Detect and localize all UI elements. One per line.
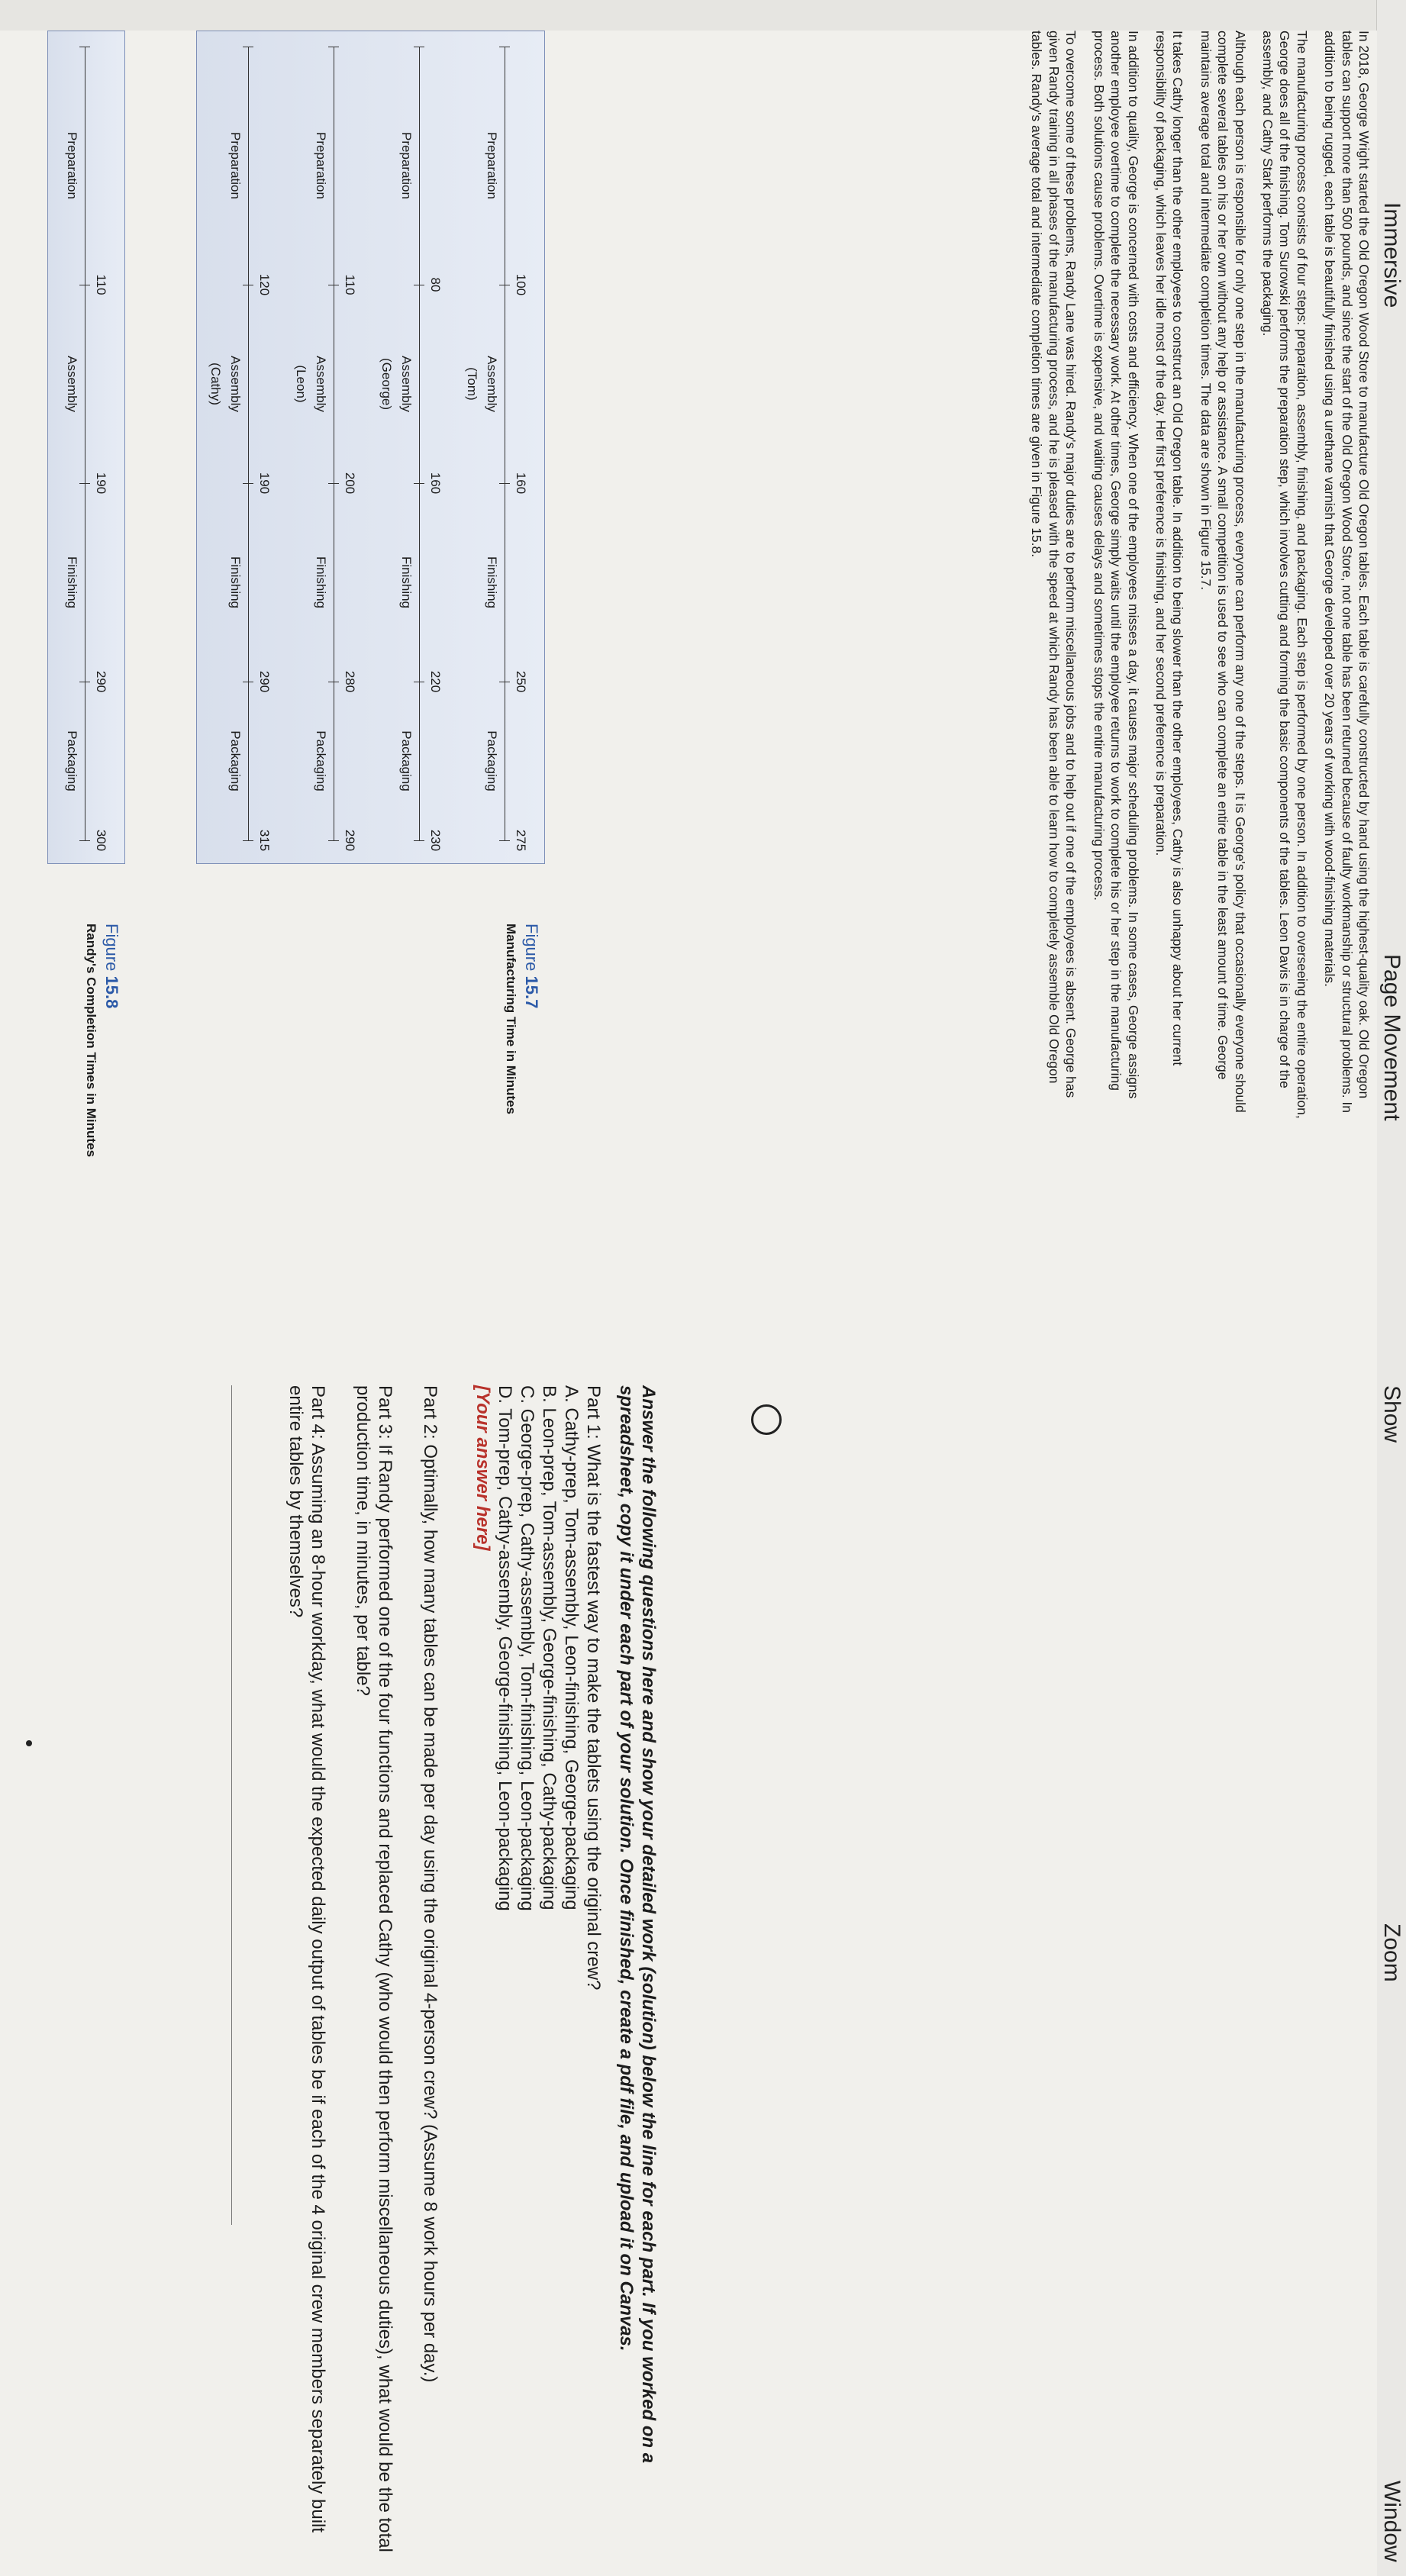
timeline-step-label: Packaging [65, 730, 79, 791]
timeline-time-value: 220 [428, 670, 443, 693]
timeline-tick [243, 483, 253, 484]
paragraph-cathy: It takes Cathy longer than the other employees to construct an Old Oregon table. In addition to being slower than the other employees, Cathy is also unhappy about her current responsibility of packaging, which leaves her idle most of the day. Her first preference is finishing, and her second preference is preparation. [1153, 31, 1186, 1066]
timeline-time-value: 190 [94, 472, 108, 495]
timeline-step-label: Assembly [228, 356, 243, 412]
timeline-step-label: Assembly [314, 356, 328, 412]
answer-placeholder[interactable]: [Your answer here] [472, 1385, 493, 1551]
timeline-step-label: Packaging [399, 730, 414, 791]
timeline-row [465, 47, 533, 852]
timeline-step-label: Preparation [314, 132, 328, 199]
timeline-step-label: Packaging [228, 730, 243, 791]
timeline-tick [499, 840, 510, 841]
paragraph-process: The manufacturing process consists of four steps: preparation, assembly, finishing, and packaging. Each step is performed by one person. In addition to overseeing the entire operation, George does all of the finishing. Tom Surowski performs the preparation step, which involves cutting and forming the basic components of the tables. Leon Davis is in charge of the assembly, and Cathy Stark performs the packaging. [1259, 31, 1310, 1119]
timeline-row [208, 47, 276, 852]
figure-15-8-subtitle: Randy's Completion Times in Minutes [84, 924, 98, 1157]
timeline-row [294, 47, 362, 852]
question-part3: Part 3: If Randy performed one of the four functions and replaced Cathy (who would then perform miscellaneous duties), what would be the total production time, in minutes, per table? [353, 1385, 395, 2552]
question-part1: Part 1: What is the fastest way to make the tablets using the original crew? [583, 1385, 604, 1991]
timeline-time-value: 160 [514, 472, 528, 495]
questions [285, 1385, 659, 2576]
paragraph-costs: In addition to quality, George is concerned with costs and efficiency. When one of the employees misses a day, it causes major scheduling problems. In some cases, George assigns another employee overtime to complete the necessary work. At other times, George simply waits until the employee returns to work to complete his or her step in the manufacturing process. Both solutions cause problems. Overtime is expensive, and waiting causes delays and sometimes stops the entire manufacturing process. [1091, 31, 1141, 1099]
figure-15-7-caption: Figure 15.7 [522, 924, 541, 1009]
timeline-time-value: 200 [343, 472, 357, 495]
option-b[interactable]: B. Leon-prep, Tom-assembly, George-finishing, Cathy-packaging [539, 1385, 559, 1910]
timeline-time-value: 290 [94, 670, 108, 693]
timeline-tick [414, 840, 424, 841]
timeline-time-value: 100 [514, 273, 528, 296]
question-part4: Part 4: Assuming an 8-hour workday, what would the expected daily output of tables be if each of the 4 original crew members separately built entire tables by themselves? [285, 1385, 328, 2533]
timeline-tick [79, 840, 90, 841]
timeline-time-value: 315 [257, 829, 272, 852]
instructions: Answer the following questions here and show your detailed work (solution) below the line for each part. If you worked on a spreadsheet, copy it under each part of your solution. Once finished, create a pdf file, and upload it on Canvas. [616, 1385, 659, 2464]
menu-window[interactable]: Window [1379, 2481, 1404, 2562]
timeline-tick [243, 840, 253, 841]
paragraph-randy: To overcome some of these problems, Randy Lane was hired. Randy's major duties are to perform miscellaneous jobs and to help out if one of the employees is absent. George has given Randy training in all phases of the manufacturing process, and he is pleased with the speed at which Randy has been able to learn how to completely assemble Old Oregon tables. Randy's average total and intermediate completion times are given in Figure 15.8. [1029, 31, 1079, 1098]
timeline-tick [328, 483, 339, 484]
timeline-step-label: Finishing [65, 556, 79, 609]
paragraph-intro: In 2018, George Wright started the Old Oregon Wood Store to manufacture Old Oregon tables. Each table is carefully constructed by hand using the highest-quality oak. Old Oregon tables can support more than 500 pounds, and since the start of the Old Oregon Wood Store, not one table has been returned because of faulty workmanship or structural problems. In addition to being rugged, each table is beautifully finished using a urethane varnish that George developed over 20 years of working with wood-finishing materials. [1322, 31, 1372, 1114]
timeline-step-label: Preparation [65, 132, 79, 199]
cursor-circle-icon [751, 1404, 782, 1435]
figure-15-8 [47, 31, 125, 864]
figure-15-8-caption: Figure 15.8 [102, 924, 121, 1009]
timeline-step-label: Packaging [485, 730, 499, 791]
document-page [0, 31, 1377, 2576]
bullet-dot-icon [26, 1740, 32, 1746]
timeline-time-value: 110 [94, 274, 108, 295]
answer-divider-line [231, 1385, 232, 2225]
menu-immersive[interactable]: Immersive [1379, 202, 1404, 308]
timeline-tick [328, 840, 339, 841]
timeline-person-label: (George) [379, 357, 394, 411]
timeline-time-value: 290 [343, 829, 357, 852]
menu-bar [1376, 0, 1406, 2576]
timeline-tick [499, 483, 510, 484]
timeline-time-value: 230 [428, 829, 443, 852]
menu-page-movement[interactable]: Page Movement [1379, 954, 1404, 1121]
figure-15-7-subtitle: Manufacturing Time in Minutes [504, 924, 518, 1114]
timeline-time-value: 190 [257, 472, 272, 495]
timeline-step-label: Finishing [399, 556, 414, 609]
menu-show[interactable]: Show [1379, 1385, 1404, 1443]
timeline-time-value: 80 [428, 277, 443, 292]
timeline-row [64, 47, 113, 852]
timeline-step-label: Assembly [399, 356, 414, 412]
timeline-row [379, 47, 447, 852]
timeline-time-value: 300 [94, 829, 108, 852]
timeline-step-label: Preparation [485, 132, 499, 199]
timeline-person-label: (Tom) [465, 367, 479, 401]
timeline-person-label: (Cathy) [208, 363, 223, 405]
timeline-time-value: 290 [257, 670, 272, 693]
timeline-time-value: 275 [514, 829, 528, 852]
timeline-time-value: 250 [514, 670, 528, 693]
timeline-step-label: Finishing [485, 556, 499, 609]
timeline-tick [79, 483, 90, 484]
timeline-step-label: Assembly [485, 356, 499, 412]
timeline-step-label: Assembly [65, 356, 79, 412]
timeline-time-value: 280 [343, 670, 357, 693]
case-text [1017, 31, 1372, 1122]
timeline-time-value: 160 [428, 472, 443, 495]
menu-zoom[interactable]: Zoom [1379, 1923, 1404, 1982]
option-d[interactable]: D. Tom-prep, Cathy-assembly, George-finishing, Leon-packaging [495, 1385, 515, 1911]
timeline-axis [419, 47, 420, 840]
timeline-person-label: (Leon) [294, 365, 308, 403]
timeline-step-label: Preparation [399, 132, 414, 199]
timeline-axis [248, 47, 249, 840]
option-c[interactable]: C. George-prep, Cathy-assembly, Tom-finishing, Leon-packaging [517, 1385, 537, 1911]
timeline-tick [414, 483, 424, 484]
timeline-time-value: 120 [257, 273, 272, 296]
paragraph-policy: Although each person is responsible for only one step in the manufacturing process, everyone can perform any one of the steps. It is George's policy that occasionally everyone should complete several tables on his or her own without any help or assistance. A small competition is used to see who can complete an entire table in the least amount of time. George maintains average total and intermediate completion times. The data are shown in Figure 15.7. [1198, 31, 1248, 1113]
timeline-time-value: 110 [343, 274, 357, 295]
figure-15-7 [196, 31, 545, 864]
timeline-step-label: Finishing [314, 556, 328, 609]
timeline-step-label: Packaging [314, 730, 328, 791]
question-part2: Part 2: Optimally, how many tables can be made per day using the original 4-person crew? (Assume 8 work hours per day.) [420, 1385, 440, 2383]
timeline-step-label: Finishing [228, 556, 243, 609]
option-a[interactable]: A. Cathy-prep, Tom-assembly, Leon-finishing, George-packaging [561, 1385, 582, 1910]
timeline-step-label: Preparation [228, 132, 243, 199]
